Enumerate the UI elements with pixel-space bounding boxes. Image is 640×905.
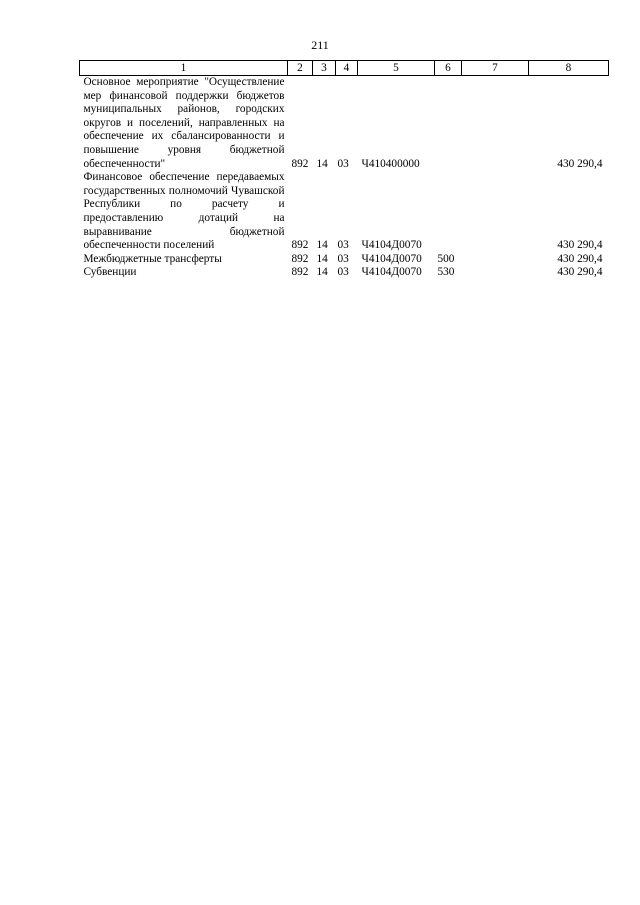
row-ministry-code: 892	[291, 157, 309, 170]
column-header-4: 4	[336, 61, 358, 76]
row-subsection: 03	[337, 157, 349, 170]
row-amount: 430 290,4	[557, 252, 603, 265]
row-target-article: Ч4104Д0070	[361, 252, 422, 265]
row-expense-type: 500	[437, 252, 455, 265]
table-row	[80, 171, 609, 253]
row-section: 14	[316, 157, 328, 170]
column-header-row	[80, 61, 609, 76]
row-subsection: 03	[337, 266, 349, 279]
column-header-1: 1	[80, 61, 288, 76]
row-amount: 430 290,4	[557, 239, 603, 252]
column-header-7: 7	[462, 61, 529, 76]
row-subsection: 03	[337, 239, 349, 252]
table-row	[80, 253, 609, 267]
row-ministry-code: 892	[291, 252, 309, 265]
row-amount: 430 290,4	[557, 266, 603, 279]
row-col7	[462, 171, 529, 253]
row-section: 14	[316, 252, 328, 265]
row-target-article: Ч410400000	[361, 157, 420, 170]
column-header-8: 8	[529, 61, 609, 76]
budget-table	[79, 60, 609, 280]
row-expense-type	[435, 76, 462, 172]
row-expense-type	[435, 171, 462, 253]
row-expense-type: 530	[437, 266, 455, 279]
row-target-article: Ч4104Д0070	[361, 266, 422, 279]
table-row	[80, 266, 609, 280]
row-col7	[462, 266, 529, 280]
row-ministry-code: 892	[291, 239, 309, 252]
row-ministry-code: 892	[291, 266, 309, 279]
column-header-2: 2	[288, 61, 313, 76]
row-name: Финансовое обеспечение передаваемых государственных полномочий Чувашской Республики по расчету и предоставлению дотаций на выравнивание бюджетной обеспеченности поселений	[83, 171, 285, 252]
row-section: 14	[316, 239, 328, 252]
table-row	[80, 76, 609, 172]
row-col7	[462, 253, 529, 267]
row-name: Основное мероприятие "Осуществление мер финансовой поддержки бюджетов муниципальных районов, городских округов и поселений, направленных на обеспечение их сбалансированности и повышение уровня бюджетной обеспеченности"	[83, 76, 285, 170]
page-number: 211	[311, 38, 329, 52]
row-name: Межбюджетные трансферты	[83, 252, 222, 265]
row-subsection: 03	[337, 252, 349, 265]
column-header-6: 6	[435, 61, 462, 76]
row-section: 14	[316, 266, 328, 279]
column-header-3: 3	[313, 61, 336, 76]
row-amount: 430 290,4	[557, 157, 603, 170]
row-target-article: Ч4104Д0070	[361, 239, 422, 252]
row-name: Субвенции	[83, 266, 137, 279]
column-header-5: 5	[358, 61, 435, 76]
row-col7	[462, 76, 529, 172]
